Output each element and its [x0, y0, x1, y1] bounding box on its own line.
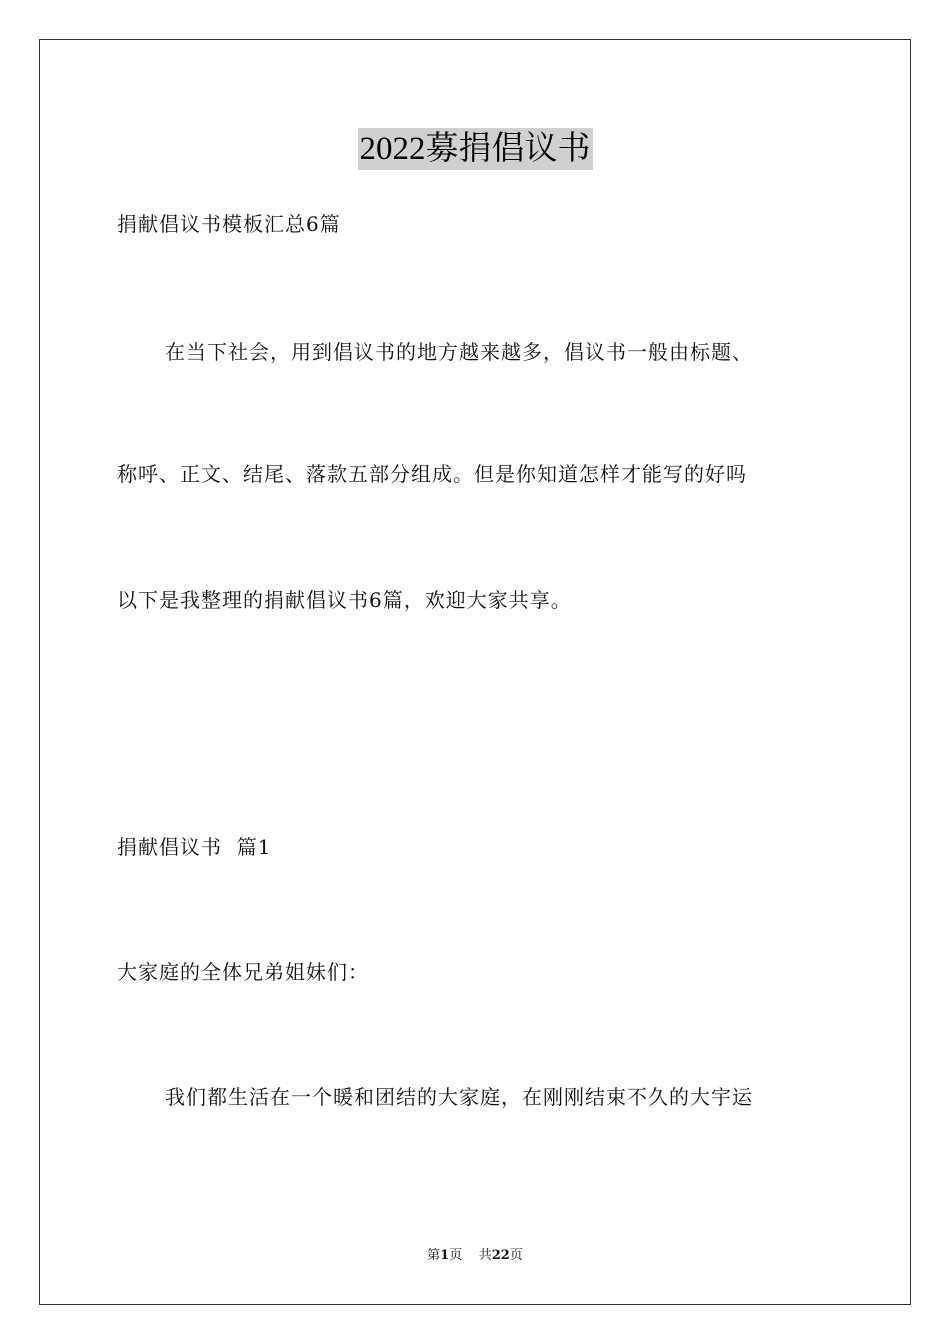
- footer-page-mid: 页 共: [449, 1248, 492, 1263]
- title-container: [0, 128, 950, 170]
- document-subtitle: 捐献倡议书模板汇总6篇: [117, 212, 341, 236]
- footer-page-total: 22: [491, 1248, 510, 1263]
- page-footer: [0, 1247, 950, 1265]
- intro-paragraph-line-2: 称呼、正文、结尾、落款五部分组成。但是你知道怎样才能写的好吗: [117, 462, 747, 486]
- intro-paragraph-line-1: 在当下社会，用到倡议书的地方越来越多，倡议书一般由标题、: [165, 340, 753, 364]
- salutation: 大家庭的全体兄弟姐妹们：: [117, 960, 369, 984]
- body-paragraph-line-1: 我们都生活在一个暖和团结的大家庭，在刚刚结束不久的大宇运: [165, 1085, 753, 1109]
- footer-page-current: 1: [440, 1248, 450, 1263]
- footer-page-suffix: 页: [509, 1248, 523, 1263]
- section-heading: 捐献倡议书 篇1: [117, 835, 272, 859]
- footer-page-prefix: 第: [427, 1248, 441, 1263]
- document-title: 2022募捐倡议书: [358, 128, 593, 170]
- intro-paragraph-line-3: 以下是我整理的捐献倡议书6篇，欢迎大家共享。: [117, 588, 572, 612]
